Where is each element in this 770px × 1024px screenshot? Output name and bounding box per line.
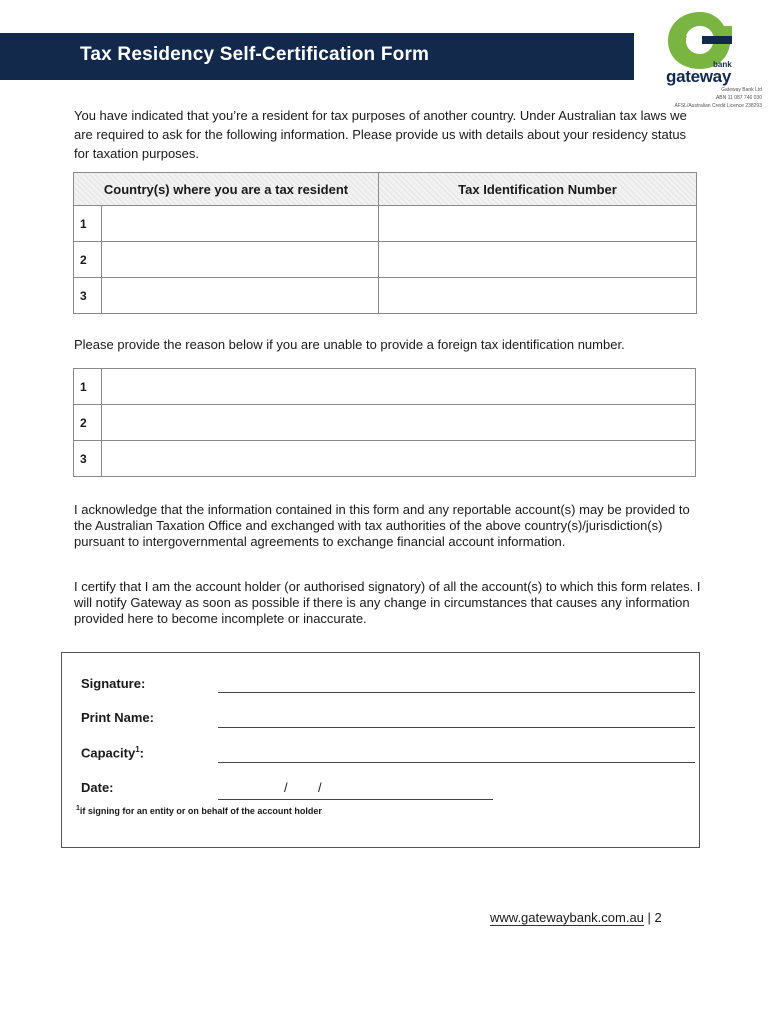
country-column-header: Country(s) where you are a tax resident [74,173,379,206]
table-row [74,278,697,314]
form-title: Tax Residency Self-Certification Form [80,44,430,65]
gateway-logo [636,8,768,108]
table-row [74,405,696,441]
certification-text: I certify that I am the account holder (or authorised signatory) of all the account(s) to which this form relates. I will notify Gateway as soon as possible if there is any change in circumstances that causes any information provided here to become incomplete or inaccurate. [74,579,701,626]
row-number: 2 [74,405,102,441]
tin-input[interactable] [379,206,697,242]
row-number: 3 [74,441,102,477]
tax-residency-table [73,172,697,314]
date-label: Date: [81,780,114,795]
country-input[interactable] [102,206,379,242]
logo-subline: Gateway Bank Ltd [721,87,762,93]
page-footer [490,910,662,925]
capacity-label: Capacity$^1$: [81,745,144,761]
page-number: | 2 [647,910,662,925]
country-input[interactable] [102,278,379,314]
reason-prompt: Please provide the reason below if you are unable to provide a foreign tax identification number. [74,337,625,352]
date-field[interactable] [218,799,493,800]
date-separator: / [318,780,322,795]
table-row [74,441,696,477]
logo-bank-text: bank [713,60,732,69]
date-separator: / [284,780,288,795]
tin-input[interactable] [379,278,697,314]
intro-text: You have indicated that you’re a resident for tax purposes of another country. Under Australian tax laws we are required to ask for the following information. Please provide us with details about your residency status for taxation purposes. [74,108,687,161]
logo-wordmark: gateway [666,67,731,86]
reason-input[interactable] [102,369,696,405]
reason-input[interactable] [102,441,696,477]
table-row [74,369,696,405]
logo-subline: ABN 11 087 746 030 [715,95,762,101]
row-number: 1 [74,206,102,242]
header-banner [0,33,634,80]
row-number: 3 [74,278,102,314]
reason-input[interactable] [102,405,696,441]
website-link[interactable]: www.gatewaybank.com.au [490,910,644,925]
print-name-field[interactable] [218,727,695,728]
tin-input[interactable] [379,242,697,278]
signature-field[interactable] [218,692,695,693]
signature-label: Signature: [81,676,146,691]
signature-box [61,652,700,848]
logo-subline: AFSL/Australian Credit Licence 238293 [674,103,762,109]
capacity-field[interactable] [218,762,695,763]
print-name-label: Print Name: [81,710,154,725]
country-input[interactable] [102,242,379,278]
row-number: 1 [74,369,102,405]
table-row [74,206,697,242]
row-number: 2 [74,242,102,278]
tin-column-header: Tax Identification Number [379,173,697,206]
table-row [74,242,697,278]
capacity-footnote: $^1$if signing for an entity or on behalf of the account holder [76,805,322,816]
acknowledgement-text: I acknowledge that the information contained in this form and any reportable account(s) may be provided to the Australian Taxation Office and exchanged with tax authorities of the above country(s)/jurisdiction(s) pursuant to intergovernmental agreements to exchange financial account information. [74,502,690,549]
reason-table [73,368,696,477]
